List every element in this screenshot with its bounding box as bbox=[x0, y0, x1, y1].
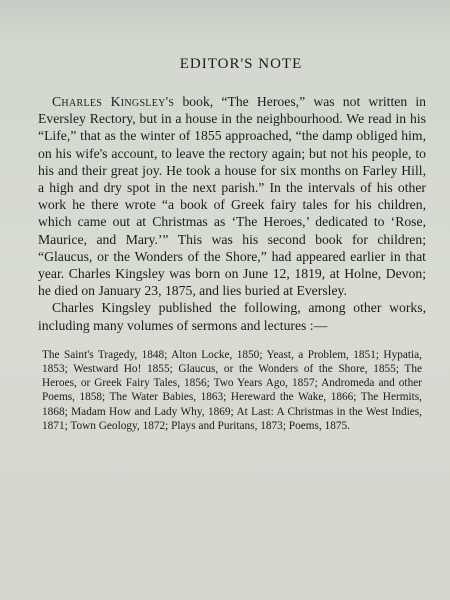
first-paragraph bbox=[38, 93, 426, 299]
second-paragraph: Charles Kingsley published the following, among other works, including many volumes of sermons and lectures :— bbox=[38, 300, 426, 333]
first-paragraph-text: book, “The Heroes,” was not written in Eversley Rectory, but in a house in the neighbourhood. We read in his “Life,” that as the winter of 1855 approached, “the damp obliged him, on his wife's account, to leave the rectory again; but not his people, to his and their great joy. He took a house for six months on Farley Hill, a high and dry spot in the next parish.” In the intervals of his other work he there wrote “a book of Greek fairy tales for his children, which came out at Christmas as ‘The Heroes,’ dedicated to ‘Rose, Maurice, and Mary.’” This was his second book for children; “Glaucus, or the Wonders of the Shore,” had appeared earlier in that year. Charles Kingsley was born on June 12, 1819, at Holne, Devon; he died on January 23, 1875, and lies buried at Eversley. bbox=[38, 94, 427, 299]
works-list: The Saint's Tragedy, 1848; Alton Locke, 1850; Yeast, a Problem, 1851; Hypatia, 1853; Westward Ho! 1855; Glaucus, or the Wonders of the Shore, 1855; The Heroes, or Greek Fairy Tales, 1856; Two Years Ago, 1857; Andromeda and other Poems, 1858; The Water Babies, 1863; Hereward the Wake, 1866; The Hermits, 1868; Madam How and Lady Why, 1869; At Last: A Christmas in the West Indies, 1871; Town Geology, 1872; Plays and Puritans, 1873; Poems, 1875. bbox=[42, 348, 422, 432]
page-title: EDITOR'S NOTE bbox=[179, 56, 303, 72]
author-name-smallcaps: Charles Kingsley's bbox=[52, 94, 175, 109]
